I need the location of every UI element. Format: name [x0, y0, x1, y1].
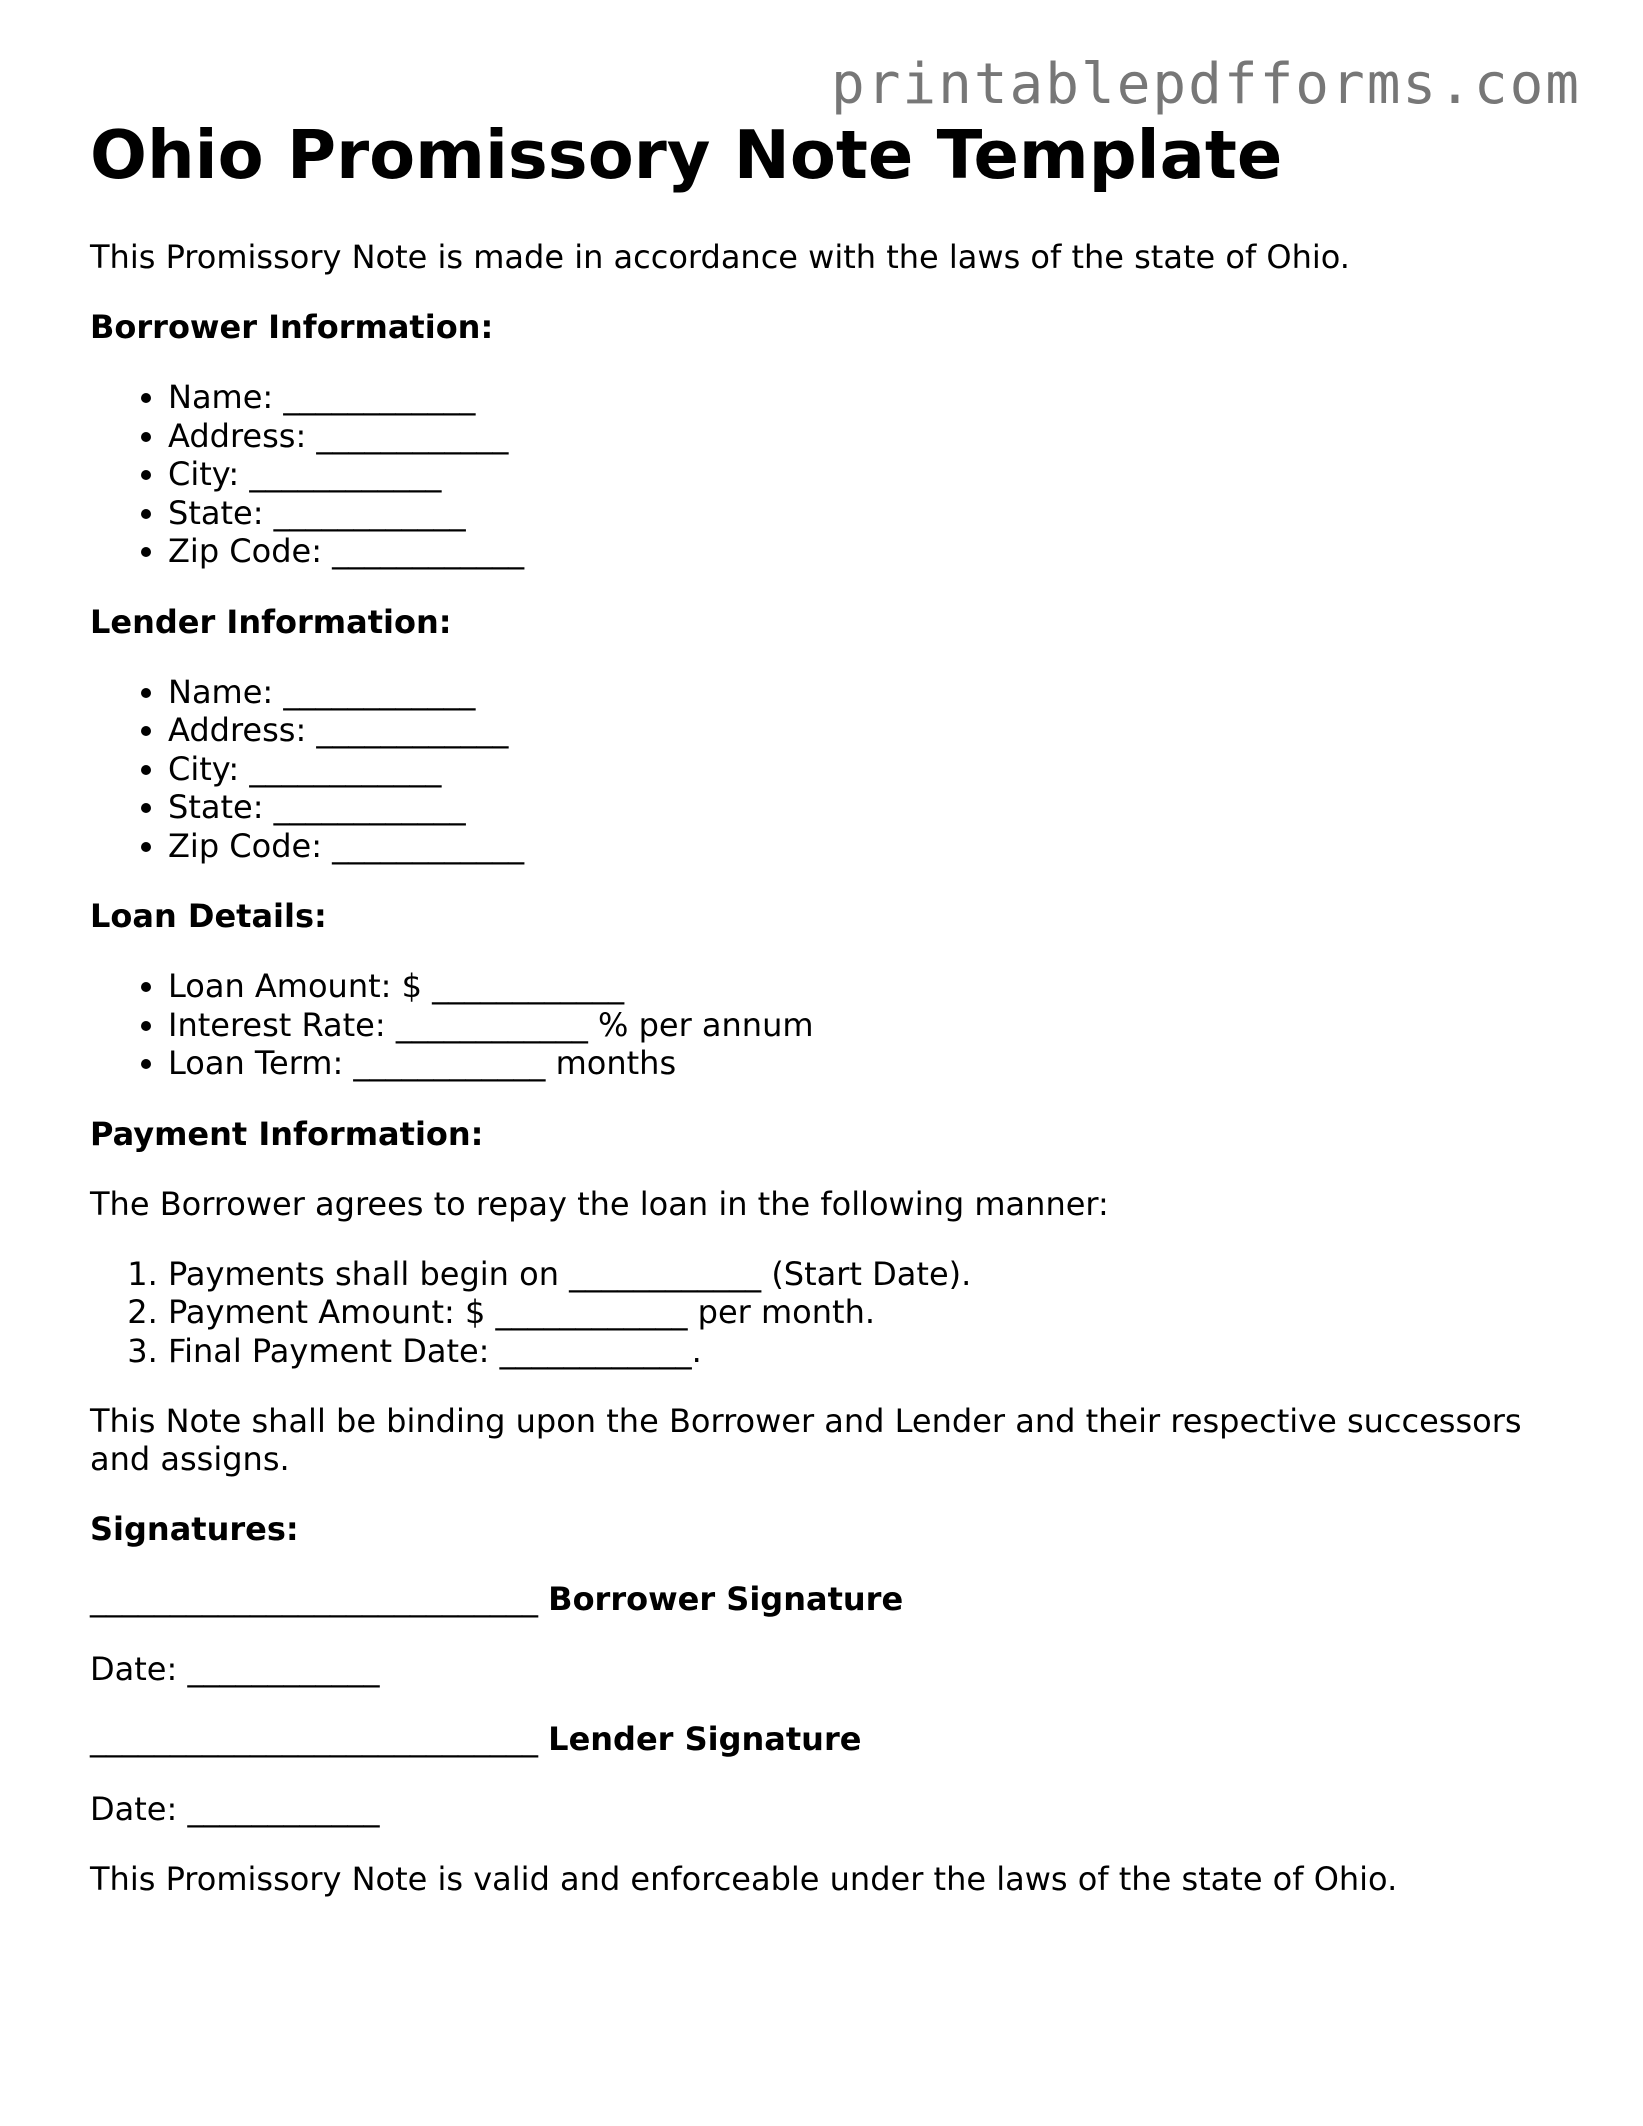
borrower-signature-label: Borrower Signature: [548, 1580, 904, 1618]
borrower-date: Date: ____________: [90, 1650, 380, 1688]
payment-amount-item: 2. Payment Amount: $ ____________ per month.: [168, 1293, 1560, 1332]
borrower-city-item: • City: ____________: [168, 455, 1560, 494]
page-title: Ohio Promissory Note Template: [90, 116, 1283, 194]
lender-signature-blank: ____________________________: [90, 1720, 538, 1758]
signatures-heading: Signatures:: [90, 1510, 299, 1548]
lender-list: [90, 673, 1560, 866]
payment-list: [90, 1255, 1560, 1371]
final-payment-item: 3. Final Payment Date: ____________.: [168, 1332, 1560, 1371]
payment-start-item: 1. Payments shall begin on ____________ (Start Date).: [168, 1255, 1560, 1294]
borrower-address-item: • Address: ____________: [168, 417, 1560, 456]
watermark: printablepdfforms.com: [830, 52, 1581, 117]
lender-signature-label: Lender Signature: [548, 1720, 862, 1758]
lender-state-item: • State: ____________: [168, 788, 1560, 827]
lender-city-item: • City: ____________: [168, 750, 1560, 789]
borrower-heading: Borrower Information:: [90, 308, 494, 346]
loan-term-item: • Loan Term: ____________ months: [168, 1044, 1560, 1083]
borrower-signature-line: [90, 1580, 1560, 1618]
lender-signature-line: [90, 1720, 1560, 1758]
borrower-name-item: • Name: ____________: [168, 378, 1560, 417]
payment-intro: The Borrower agrees to repay the loan in the following manner:: [90, 1184, 1109, 1223]
intro-text: This Promissory Note is made in accordance with the laws of the state of Ohio.: [90, 238, 1350, 276]
borrower-list: [90, 378, 1560, 571]
borrower-state-item: • State: ____________: [168, 494, 1560, 533]
closing-text: This Promissory Note is valid and enforceable under the laws of the state of Ohio.: [90, 1860, 1398, 1898]
loan-amount-item: • Loan Amount: $ ____________: [168, 967, 1560, 1006]
loan-list: [90, 967, 1560, 1083]
lender-address-item: • Address: ____________: [168, 711, 1560, 750]
borrower-signature-blank: ____________________________: [90, 1580, 538, 1618]
lender-heading: Lender Information:: [90, 602, 452, 641]
lender-name-item: • Name: ____________: [168, 673, 1560, 712]
binding-text: This Note shall be binding upon the Borrower and Lender and their respective successors and assigns.: [90, 1402, 1522, 1478]
payment-heading: Payment Information:: [90, 1114, 484, 1153]
document-page: [90, 0, 1560, 1898]
borrower-zip-item: • Zip Code: ____________: [168, 532, 1560, 571]
lender-date: Date: ____________: [90, 1790, 380, 1828]
lender-zip-item: • Zip Code: ____________: [168, 827, 1560, 866]
interest-rate-item: • Interest Rate: ____________ % per annum: [168, 1006, 1560, 1045]
loan-heading: Loan Details:: [90, 897, 327, 935]
